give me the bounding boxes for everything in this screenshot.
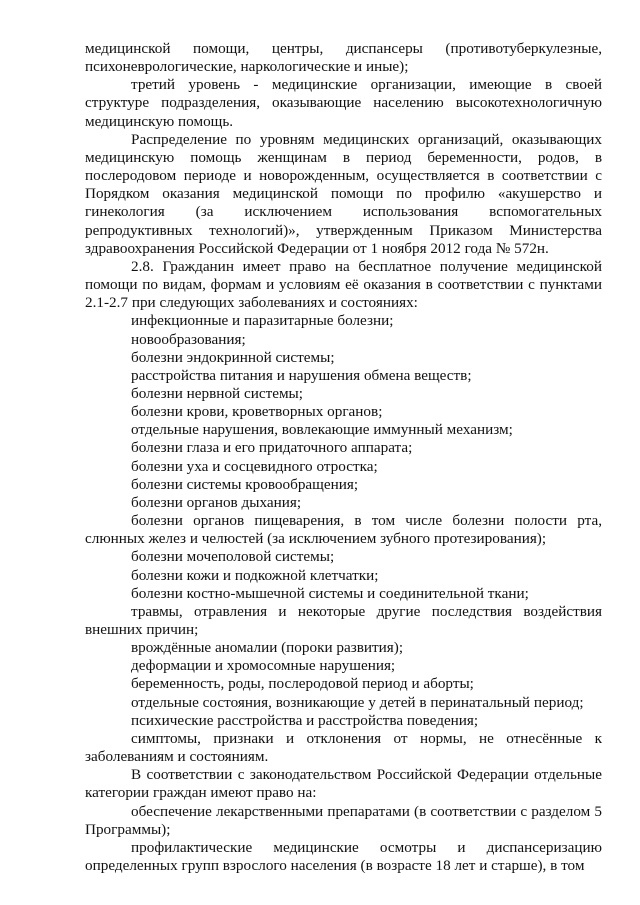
list-item: отдельные состояния, возникающие у детей в перинатальный период; — [131, 693, 584, 711]
list-item: новообразования; — [131, 330, 246, 348]
list-item: болезни крови, кроветворных органов; — [131, 403, 383, 421]
list-item: травмы, отравления и некоторые другие последствия воздействия внешних причин; — [85, 602, 602, 638]
list-item: болезни костно-мышечной системы и соединительной ткани; — [131, 584, 529, 602]
paragraph-distribution: Распределение по уровням медицинских организаций, оказывающих медицинскую помощь женщинам в период беременности, родов, в послеродовом периоде и новорожденным, осуществляется в соответствии с Порядком оказания медицинской помощи по профилю «акушерство и гинекология (за исключением использования вспомогательных репродуктивных технологий)», утвержденным Приказом Министерства здравоохранения Российской Федерации от 1 ноября 2012 года № 572н. — [85, 130, 602, 257]
list-item: беременность, роды, послеродовой период и аборты; — [131, 675, 474, 693]
list-item: отдельные нарушения, вовлекающие иммунный механизм; — [131, 421, 513, 439]
list-item: врождённые аномалии (пороки развития); — [131, 639, 404, 657]
list-item: болезни уха и сосцевидного отростка; — [131, 457, 378, 475]
list-item: инфекционные и паразитарные болезни; — [131, 312, 394, 330]
paragraph-third-level: третий уровень - медицинские организации, имеющие в своей структуре подразделения, оказывающие населению высокотехнологичную медицинскую помощь. — [85, 76, 602, 130]
list-item: болезни кожи и подкожной клетчатки; — [131, 566, 379, 584]
paragraph-checkups: профилактические медицинские осмотры и диспансеризацию определенных групп взрослого населения (в возрасте 18 лет и старше), в том — [85, 838, 602, 875]
list-item: болезни органов пищеварения, в том числе болезни полости рта, слюнных желез и челюстей (за исключением зубного протезирования); — [85, 512, 602, 548]
list-item: психические расстройства и расстройства поведения; — [131, 711, 479, 729]
list-item: болезни органов дыхания; — [131, 493, 302, 511]
list-item: болезни глаза и его придаточного аппарата; — [131, 439, 413, 457]
list-item: деформации и хромосомные нарушения; — [131, 657, 396, 675]
list-item: болезни системы кровообращения; — [131, 475, 359, 493]
list-item: расстройства питания и нарушения обмена веществ; — [131, 366, 472, 384]
list-item: болезни мочеполовой системы; — [131, 548, 335, 566]
paragraph-2-8: 2.8. Гражданин имеет право на бесплатное получение медицинской помощи по видам, формам и условиям её оказания в соответствии с пунктами 2.1-2.7 при следующих заболеваниях и состояниях: — [85, 257, 602, 312]
paragraph-medication: обеспечение лекарственными препаратами (в соответствии с разделом 5 Программы); — [85, 802, 602, 838]
list-item: симптомы, признаки и отклонения от нормы, не отнесённые к заболеваниям и состояниям. — [85, 729, 602, 766]
paragraph-legislation: В соответствии с законодательством Российской Федерации отдельные категории граждан имеют право на: — [85, 766, 602, 802]
list-item: болезни нервной системы; — [131, 384, 303, 402]
list-item: болезни эндокринной системы; — [131, 348, 335, 366]
paragraph-continuation: медицинской помощи, центры, диспансеры (противотуберкулезные, психоневрологические, наркологические и иные); — [85, 40, 602, 76]
